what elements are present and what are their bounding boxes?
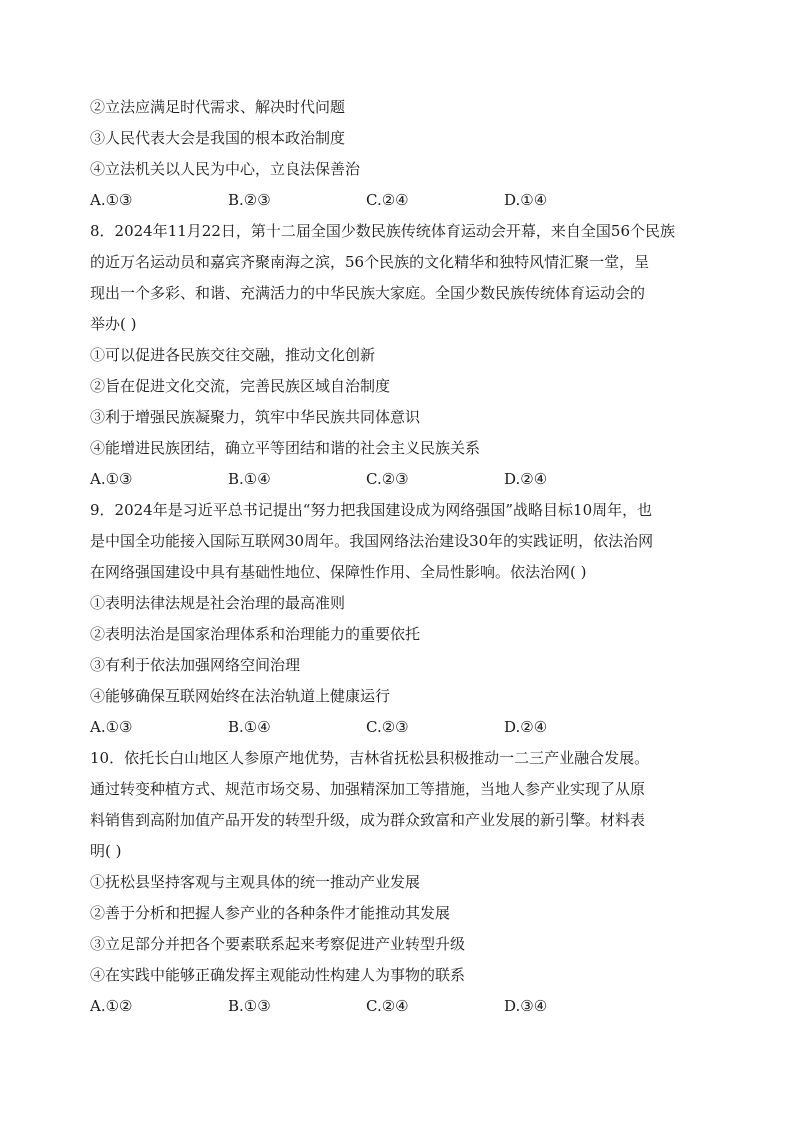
q10-stem-line: 通过转变种植方式、规范市场交易、加强精深加工等措施，当地人参产业实现了从原 [90, 780, 646, 798]
q7-option-c: C.②④ [366, 191, 409, 209]
q8-item-2: ②旨在促进文化交流，完善民族区域自治制度 [90, 377, 391, 395]
q10-option-b: B.①③ [228, 997, 271, 1015]
q10-options [90, 991, 710, 1022]
q8-stem-line: 的近万名运动员和嘉宾齐聚南海之滨，56个民族的文化精华和独特风情汇聚一堂，呈 [90, 253, 650, 271]
q8-item-3: ③利于增强民族凝聚力，筑牢中华民族共同体意识 [90, 408, 421, 426]
q10-option-d: D.③④ [504, 997, 548, 1015]
q9-item-1: ①表明法律法规是社会治理的最高准则 [90, 594, 346, 612]
q8-option-c: C.②③ [366, 470, 409, 488]
q10-item-4: ④在实践中能够正确发挥主观能动性构建人为事物的联系 [90, 966, 466, 984]
q10-option-c: C.②④ [366, 997, 409, 1015]
q9-option-c: C.②③ [366, 718, 409, 736]
q9-item-4: ④能够确保互联网始终在法治轨道上健康运行 [90, 687, 391, 705]
q10-stem-line: 料销售到高附加值产品开发的转型升级，成为群众致富和产业发展的新引擎。材料表 [90, 811, 646, 829]
q9-option-a: A.①③ [90, 718, 133, 736]
q9-item-3: ③有利于依法加强网络空间治理 [90, 656, 301, 674]
q8-stem-line: 举办( ) [90, 315, 137, 333]
exam-page [90, 92, 710, 1022]
question-8 [90, 216, 710, 495]
q10-stem-line: 10．依托长白山地区人参原产地优势，吉林省抚松县积极推动一二三产业融合发展。 [90, 749, 650, 767]
q10-item-2: ②善于分析和把握人参产业的各种条件才能推动其发展 [90, 904, 451, 922]
q8-options [90, 464, 710, 495]
q10-option-a: A.①② [90, 997, 133, 1015]
q10-item-1: ①抚松县坚持客观与主观具体的统一推动产业发展 [90, 873, 421, 891]
question-10 [90, 743, 710, 1022]
q8-item-4: ④能增进民族团结，确立平等团结和谐的社会主义民族关系 [90, 439, 481, 457]
q8-option-b: B.①④ [228, 470, 271, 488]
q7-item-4: ④立法机关以人民为中心，立良法保善治 [90, 160, 361, 178]
q7-option-a: A.①③ [90, 191, 133, 209]
q9-option-b: B.①④ [228, 718, 271, 736]
q7-option-b: B.②③ [228, 191, 271, 209]
q9-stem-line: 9．2024年是习近平总书记提出“努力把我国建设成为网络强国”战略目标10周年，也 [90, 501, 653, 519]
q8-option-a: A.①③ [90, 470, 133, 488]
q7-item-2: ②立法应满足时代需求、解决时代问题 [90, 98, 346, 116]
q10-item-3: ③立足部分并把各个要素联系起来考察促进产业转型升级 [90, 935, 466, 953]
q7-item-3: ③人民代表大会是我国的根本政治制度 [90, 129, 346, 147]
q8-stem-line: 现出一个多彩、和谐、充满活力的中华民族大家庭。全国少数民族传统体育运动会的 [90, 284, 646, 302]
q9-stem-line: 是中国全功能接入国际互联网30周年。我国网络法治建设30年的实践证明，依法治网 [90, 532, 654, 550]
q8-item-1: ①可以促进各民族交往交融，推动文化创新 [90, 346, 376, 364]
q9-item-2: ②表明法治是国家治理体系和治理能力的重要依托 [90, 625, 421, 643]
q9-options [90, 712, 710, 743]
q8-stem-line: 8．2024年11月22日，第十二届全国少数民族传统体育运动会开幕，来自全国56个民族 [90, 222, 675, 240]
q9-stem-line: 在网络强国建设中具有基础性地位、保障性作用、全局性影响。依法治网( ) [90, 563, 587, 581]
q10-stem-line: 明( ) [90, 842, 122, 860]
question-9 [90, 495, 710, 743]
q9-option-d: D.②④ [504, 718, 548, 736]
q7-option-d: D.①④ [504, 191, 548, 209]
q8-option-d: D.②④ [504, 470, 548, 488]
question-7 [90, 92, 710, 216]
q7-options [90, 185, 710, 216]
